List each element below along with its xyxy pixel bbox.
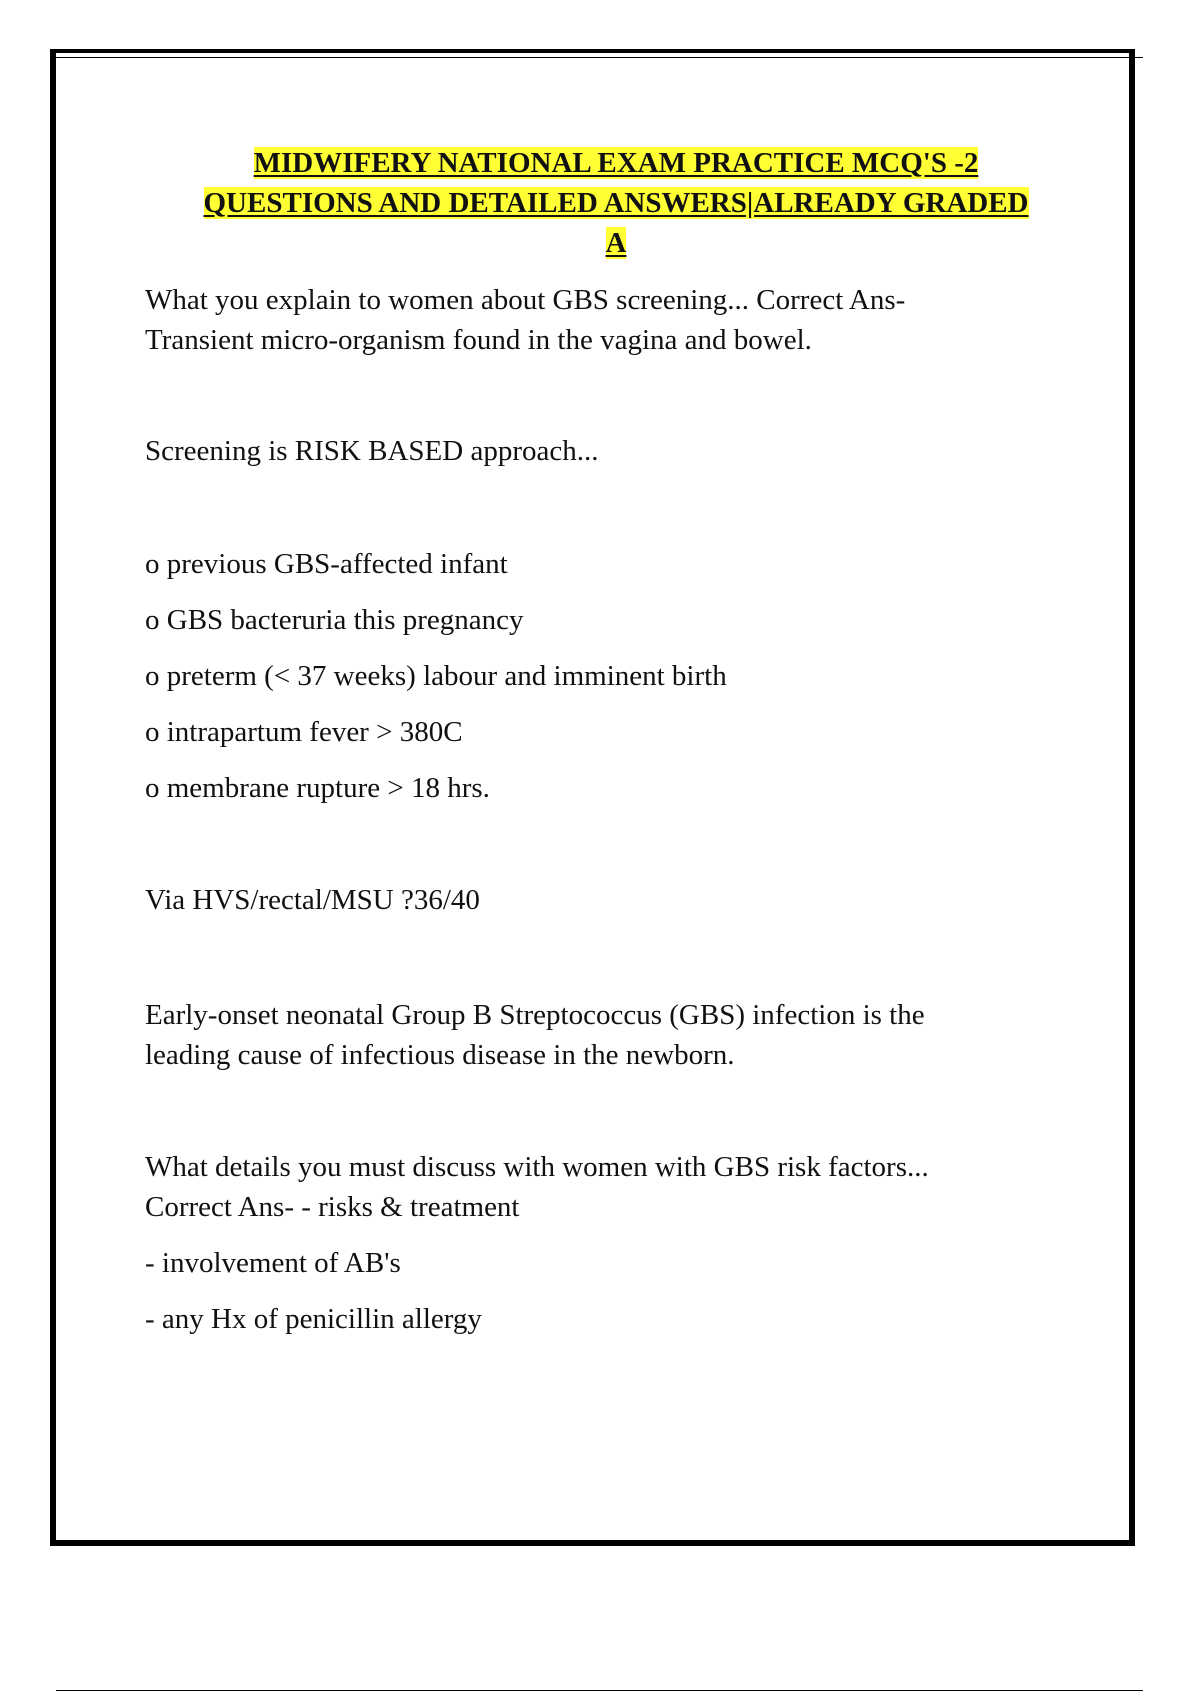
screening-note (145, 431, 598, 471)
title-line-3: A (605, 227, 627, 259)
risk-factor-item: o GBS bacteruria this pregnancy (145, 604, 524, 636)
question-2-line-1: What details you must discuss with women with GBS risk factors... (145, 1151, 929, 1183)
early-onset-line-2: leading cause of infectious disease in the newborn. (145, 1039, 735, 1071)
screening-note-text: Screening is RISK BASED approach... (145, 435, 599, 467)
question-1-line-2: Transient micro-organism found in the vagina and bowel. (145, 324, 812, 356)
early-onset-line-1: Early-onset neonatal Group B Streptococcus (GBS) infection is the (145, 999, 925, 1031)
question-2-item: - involvement of AB's (145, 1247, 401, 1279)
question-2-line-2: Correct Ans- - risks & treatment (145, 1191, 520, 1223)
question-1-line-1: What you explain to women about GBS screening... Correct Ans- (145, 284, 906, 316)
question-2 (145, 1147, 929, 1339)
risk-factor-item: o previous GBS-affected infant (145, 548, 508, 580)
via-note-text: Via HVS/rectal/MSU ?36/40 (145, 884, 480, 916)
risk-factor-item: o membrane rupture > 18 hrs. (145, 772, 490, 804)
document-title (130, 143, 1102, 263)
early-onset-paragraph (145, 995, 925, 1075)
via-note (145, 880, 480, 920)
bottom-rule (56, 1690, 1143, 1691)
question-2-item: - any Hx of penicillin allergy (145, 1303, 482, 1335)
question-1 (145, 280, 905, 360)
top-rule (56, 57, 1143, 58)
risk-factor-item: o preterm (< 37 weeks) labour and imminent birth (145, 660, 727, 692)
risk-factor-list (145, 544, 727, 824)
risk-factor-item: o intrapartum fever > 380C (145, 716, 463, 748)
title-line-2: QUESTIONS AND DETAILED ANSWERS|ALREADY GRADED (203, 187, 1029, 219)
title-line-1: MIDWIFERY NATIONAL EXAM PRACTICE MCQ'S -2 (253, 147, 979, 179)
